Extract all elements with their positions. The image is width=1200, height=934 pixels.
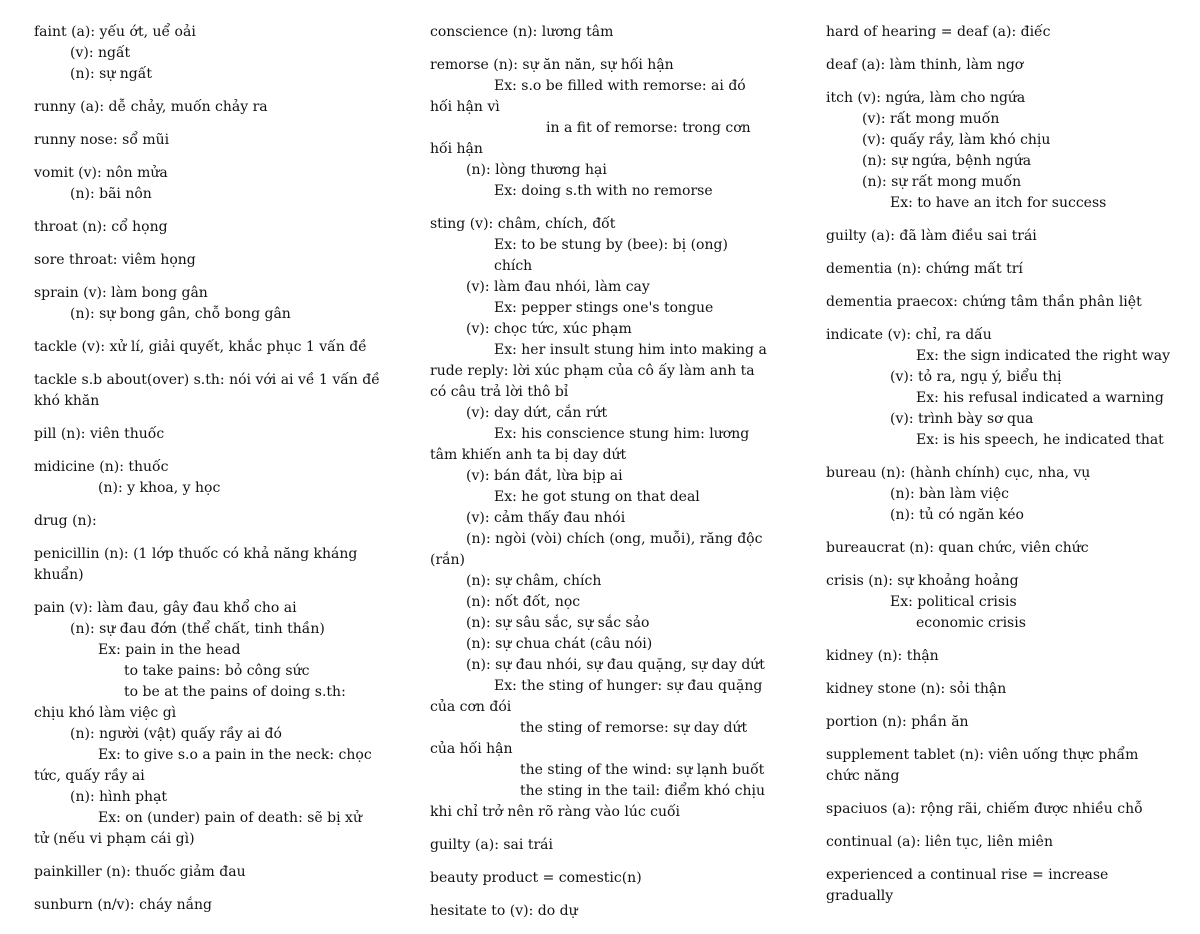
- entry-detail-line: (n): sự chua chát (câu nói): [466, 636, 653, 652]
- entry-detail-line: the sting in the tail: điểm khó chịu: [520, 783, 766, 799]
- entry-detail-line: (n): sự bong gân, chỗ bong gân: [70, 306, 291, 322]
- vocab-entry: [826, 55, 1171, 76]
- entry-detail-line: (v): trình bày sơ qua: [890, 411, 1034, 427]
- vocab-entry: [826, 712, 1171, 733]
- entry-detail-line: chịu khó làm việc gì: [34, 705, 177, 721]
- entry-detail-line: tử (nếu vi phạm cái gì): [34, 831, 195, 847]
- vocab-entry: [34, 337, 384, 358]
- vocab-entry: [430, 901, 770, 922]
- entry-detail-line: hối hận vì: [430, 99, 500, 115]
- vocab-entry: [34, 598, 384, 850]
- entry-detail-line: khi chỉ trở nên rõ ràng vào lúc cuối: [430, 804, 681, 820]
- entry-detail-line: (v): làm đau nhói, làm cay: [466, 279, 650, 295]
- entry-detail-line: (n): y khoa, y học: [98, 480, 221, 496]
- entry-headword-line: midicine (n): thuốc: [34, 459, 169, 475]
- entry-detail-line: (v): cảm thấy đau nhói: [466, 510, 626, 526]
- entry-headword-line: tackle s.b about(over) s.th: nói với ai về 1 vấn đề khó khăn: [34, 372, 380, 409]
- entry-detail-line: (v): quấy rầy, làm khó chịu: [862, 132, 1051, 148]
- vocab-entry: [430, 214, 770, 823]
- entry-headword-line: painkiller (n): thuốc giảm đau: [34, 864, 246, 880]
- entry-detail-line: tức, quấy rầy ai: [34, 768, 145, 784]
- vocab-entry: [826, 22, 1171, 43]
- entry-headword-line: throat (n): cổ họng: [34, 219, 168, 235]
- entry-headword-line: sunburn (n/v): cháy nắng: [34, 897, 212, 913]
- entry-headword-line: penicillin (n): (1 lớp thuốc có khả năng kháng khuẩn): [34, 546, 358, 583]
- vocab-entry: [34, 163, 384, 205]
- entry-headword-line: remorse (n): sự ăn năn, sự hối hận: [430, 57, 674, 73]
- entry-detail-line: (n): bàn làm việc: [890, 486, 1009, 502]
- entry-detail-line: Ex: s.o be filled with remorse: ai đó: [494, 78, 746, 94]
- entry-headword-line: experienced a continual rise = increase gradually: [826, 867, 1109, 904]
- entry-detail-line: Ex: to be stung by (bee): bị (ong) chích: [494, 237, 728, 274]
- entry-detail-line: tâm khiến anh ta bị day dứt: [430, 447, 627, 463]
- entry-detail-line: Ex: to give s.o a pain in the neck: chọc: [98, 747, 372, 763]
- column-right: [826, 22, 1171, 919]
- vocab-entry: [826, 865, 1171, 907]
- entry-headword-line: sore throat: viêm họng: [34, 252, 196, 268]
- entry-detail-line: Ex: political crisis: [890, 594, 1017, 610]
- entry-headword-line: crisis (n): sự khoảng hoảng: [826, 573, 1019, 589]
- entry-headword-line: runny nose: sổ mũi: [34, 132, 170, 148]
- entry-detail-line: Ex: is his speech, he indicated that: [916, 432, 1164, 448]
- vocab-entry: [826, 325, 1171, 451]
- entry-headword-line: pill (n): viên thuốc: [34, 426, 165, 442]
- entry-detail-line: the sting of the wind: sự lạnh buốt: [520, 762, 765, 778]
- entry-headword-line: dementia praecox: chứng tâm thần phân liệt: [826, 294, 1142, 310]
- vocab-entry: [34, 22, 384, 85]
- entry-detail-line: to be at the pains of doing s.th:: [124, 684, 346, 700]
- vocab-entry: [34, 544, 384, 586]
- entry-detail-line: (n): sự ngứa, bệnh ngứa: [862, 153, 1032, 169]
- vocab-entry: [34, 217, 384, 238]
- entry-headword-line: indicate (v): chỉ, ra dấu: [826, 327, 992, 343]
- entry-detail-line: (n): sự châm, chích: [466, 573, 602, 589]
- vocab-entry: [34, 511, 384, 532]
- entry-headword-line: itch (v): ngứa, làm cho ngứa: [826, 90, 1026, 106]
- entry-detail-line: Ex: her insult stung him into making a: [494, 342, 767, 358]
- vocab-entry: [826, 88, 1171, 214]
- entry-headword-line: vomit (v): nôn mửa: [34, 165, 168, 181]
- entry-detail-line: Ex: the sting of hunger: sự đau quặng: [494, 678, 763, 694]
- vocab-entry: [826, 799, 1171, 820]
- vocab-entry: [826, 832, 1171, 853]
- vocab-entry: [34, 862, 384, 883]
- entry-detail-line: (n): lòng thương hại: [466, 162, 607, 178]
- vocab-entry: [430, 868, 770, 889]
- entry-detail-line: Ex: to have an itch for success: [890, 195, 1107, 211]
- entry-headword-line: drug (n):: [34, 513, 97, 529]
- entry-detail-line: (v): chọc tức, xúc phạm: [466, 321, 632, 337]
- vocab-entry: [430, 835, 770, 856]
- vocab-entry: [34, 130, 384, 151]
- entry-detail-line: Ex: pepper stings one's tongue: [494, 300, 714, 316]
- entry-headword-line: kidney stone (n): sỏi thận: [826, 681, 1007, 697]
- vocab-entry: [430, 22, 770, 43]
- entry-detail-line: Ex: doing s.th with no remorse: [494, 183, 713, 199]
- vocab-entry: [826, 679, 1171, 700]
- entry-headword-line: guilty (a): sai trái: [430, 837, 553, 853]
- vocab-entry: [34, 97, 384, 118]
- entry-detail-line: (n): ngòi (vòi) chích (ong, muỗi), răng độc: [466, 531, 763, 547]
- vocab-entry: [34, 250, 384, 271]
- entry-detail-line: Ex: pain in the head: [98, 642, 241, 658]
- entry-detail-line: (n): tủ có ngăn kéo: [890, 507, 1024, 523]
- vocab-entry: [430, 55, 770, 202]
- entry-detail-line: của hối hận: [430, 741, 513, 757]
- vocab-entry: [34, 370, 384, 412]
- entry-headword-line: bureaucrat (n): quan chức, viên chức: [826, 540, 1089, 556]
- entry-detail-line: (n): bãi nôn: [70, 186, 152, 202]
- entry-detail-line: economic crisis: [916, 615, 1026, 631]
- entry-detail-line: (n): hình phạt: [70, 789, 168, 805]
- vocab-entry: [826, 646, 1171, 667]
- entry-detail-line: của cơn đói: [430, 699, 512, 715]
- vocab-entry: [34, 895, 384, 916]
- entry-detail-line: Ex: the sign indicated the right way: [916, 348, 1171, 364]
- entry-headword-line: runny (a): dễ chảy, muốn chảy ra: [34, 99, 268, 115]
- entry-detail-line: hối hận: [430, 141, 483, 157]
- entry-detail-line: (n): sự đau đớn (thể chất, tinh thần): [70, 621, 325, 637]
- vocab-entry: [826, 259, 1171, 280]
- entry-detail-line: Ex: his refusal indicated a warning: [916, 390, 1164, 406]
- vocab-entry: [826, 226, 1171, 247]
- entry-detail-line: rude reply: lời xúc phạm của cô ấy làm anh ta: [430, 363, 755, 379]
- entry-headword-line: kidney (n): thận: [826, 648, 939, 664]
- entry-detail-line: (v): rất mong muốn: [862, 111, 1000, 127]
- entry-detail-line: Ex: on (under) pain of death: sẽ bị xử: [98, 810, 362, 826]
- vocab-entry: [34, 424, 384, 445]
- entry-headword-line: spaciuos (a): rộng rãi, chiếm được nhiều chỗ: [826, 801, 1143, 817]
- entry-headword-line: pain (v): làm đau, gây đau khổ cho ai: [34, 600, 297, 616]
- entry-detail-line: (rắn): [430, 552, 465, 568]
- entry-detail-line: Ex: he got stung on that deal: [494, 489, 700, 505]
- vocab-entry: [826, 538, 1171, 559]
- entry-detail-line: có câu trả lời thô bỉ: [430, 384, 569, 400]
- entry-detail-line: the sting of remorse: sự day dứt: [520, 720, 748, 736]
- column-middle: [430, 22, 770, 934]
- entry-detail-line: (n): sự sâu sắc, sự sắc sảo: [466, 615, 650, 631]
- entry-headword-line: sprain (v): làm bong gân: [34, 285, 208, 301]
- entry-headword-line: hesitate to (v): do dự: [430, 903, 578, 919]
- vocab-entry: [826, 571, 1171, 634]
- vocab-entry: [826, 745, 1171, 787]
- entry-detail-line: (n): sự rất mong muốn: [862, 174, 1022, 190]
- entry-headword-line: continual (a): liên tục, liên miên: [826, 834, 1053, 850]
- vocab-entry: [34, 457, 384, 499]
- entry-headword-line: guilty (a): đã làm điều sai trái: [826, 228, 1037, 244]
- entry-detail-line: (v): tỏ ra, ngụ ý, biểu thị: [890, 369, 1062, 385]
- entry-detail-line: (n): sự đau nhói, sự đau quặng, sự day dứt: [466, 657, 765, 673]
- entry-detail-line: (n): người (vật) quấy rầy ai đó: [70, 726, 282, 742]
- entry-detail-line: (v): ngất: [70, 45, 131, 61]
- entry-headword-line: sting (v): châm, chích, đốt: [430, 216, 616, 232]
- entry-headword-line: bureau (n): (hành chính) cục, nha, vụ: [826, 465, 1091, 481]
- entry-headword-line: tackle (v): xử lí, giải quyết, khắc phục 1 vấn đề: [34, 339, 367, 355]
- vocab-entry: [34, 283, 384, 325]
- entry-headword-line: beauty product = comestic(n): [430, 870, 642, 886]
- entry-headword-line: portion (n): phần ăn: [826, 714, 969, 730]
- entry-detail-line: in a fit of remorse: trong cơn: [546, 120, 751, 136]
- column-left: [34, 22, 384, 928]
- entry-detail-line: to take pains: bỏ công sức: [124, 663, 310, 679]
- entry-headword-line: conscience (n): lương tâm: [430, 24, 614, 40]
- entry-headword-line: supplement tablet (n): viên uống thực phẩm chức năng: [826, 747, 1139, 784]
- entry-detail-line: (n): sự ngất: [70, 66, 152, 82]
- entry-detail-line: Ex: his conscience stung him: lương: [494, 426, 750, 442]
- vocab-entry: [826, 463, 1171, 526]
- vocab-entry: [826, 292, 1171, 313]
- entry-headword-line: dementia (n): chứng mất trí: [826, 261, 1023, 277]
- entry-headword-line: deaf (a): làm thinh, làm ngơ: [826, 57, 1024, 73]
- entry-detail-line: (v): day dứt, cắn rứt: [466, 405, 608, 421]
- entry-detail-line: (v): bán đắt, lừa bịp ai: [466, 468, 623, 484]
- entry-headword-line: faint (a): yếu ớt, uể oải: [34, 24, 196, 40]
- entry-headword-line: hard of hearing = deaf (a): điếc: [826, 24, 1051, 40]
- entry-detail-line: (n): nốt đốt, nọc: [466, 594, 581, 610]
